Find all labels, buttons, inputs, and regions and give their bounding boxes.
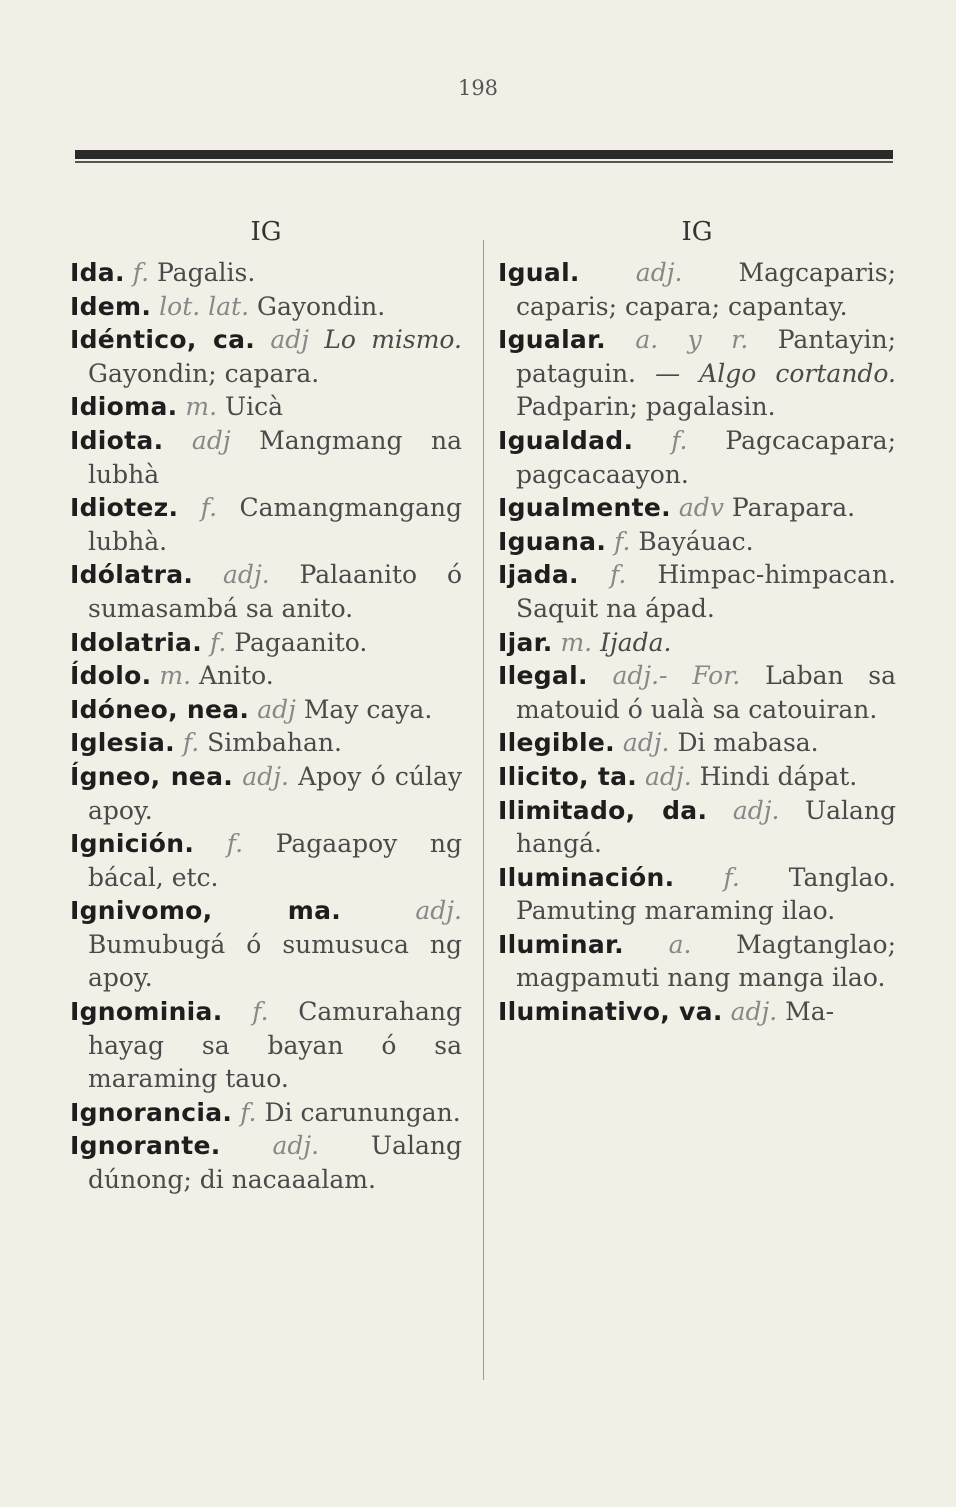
dictionary-entry: [498, 794, 896, 861]
entry-headword: Ijada.: [498, 560, 579, 590]
dictionary-entry: [498, 256, 896, 323]
dictionary-entry: [498, 659, 896, 726]
entry-headword: Ida.: [70, 258, 125, 287]
dictionary-entry: [498, 861, 896, 928]
entry-headword: Idioma.: [70, 392, 178, 422]
entry-definition: Ma-: [785, 997, 835, 1027]
entry-definition: Pagcacapara; pagcacaayon.: [516, 425, 896, 489]
entry-headword: Iluminación.: [498, 862, 675, 892]
column-divider: [483, 240, 484, 1380]
entry-definition: Himpac-himpacan. Saquit na ápad.: [516, 560, 896, 623]
entry-part-of-speech: a. y r.: [635, 325, 749, 355]
entry-part-of-speech: a.: [668, 929, 692, 959]
dictionary-entry: [498, 726, 896, 760]
entry-definition-continued: Padparin; pagalasin.: [516, 392, 776, 422]
entry-part-of-speech: f.: [723, 862, 740, 892]
dictionary-entry: [498, 558, 896, 625]
right-column: [498, 212, 896, 1029]
entry-part-of-speech: adj.: [622, 728, 670, 758]
entry-part-of-speech: adj: [191, 425, 231, 455]
entry-headword: Idolatria.: [70, 627, 203, 657]
entry-part-of-speech: lot. lat.: [159, 291, 250, 321]
entry-definition-italic: — Algo cortando.: [655, 358, 896, 388]
dictionary-entry: [70, 995, 462, 1096]
entry-headword: Igualmente.: [498, 493, 671, 523]
entry-definition: Magtanglao; magpamuti nang manga ilao.: [516, 929, 896, 993]
dictionary-entry: [70, 256, 462, 290]
entry-definition: Palaanito ó sumasambá sa anito.: [88, 560, 463, 623]
entry-part-of-speech: f.: [671, 425, 688, 455]
entry-headword: Idem.: [70, 291, 152, 321]
entry-headword: Ignominia.: [70, 997, 223, 1027]
entry-definition: May caya.: [303, 694, 433, 724]
entry-headword: Iluminar.: [498, 929, 624, 959]
entry-headword: Ijar.: [498, 627, 553, 657]
entry-part-of-speech: f.: [200, 493, 218, 523]
entry-headword: Ilimitado, da.: [498, 795, 708, 825]
entry-part-of-speech: f.: [132, 258, 150, 287]
entry-definition: Gayondin; capara.: [88, 358, 320, 388]
entry-part-of-speech: adj.- For.: [612, 661, 741, 691]
entry-part-of-speech: adj.: [242, 761, 289, 791]
dictionary-entry: [498, 995, 896, 1029]
entry-definition: Pagalis.: [156, 258, 256, 287]
entry-part-of-speech: f.: [252, 997, 269, 1027]
entry-headword: Ilicito, ta.: [498, 761, 638, 791]
entry-part-of-speech: f.: [609, 560, 627, 590]
dictionary-entry: [498, 760, 896, 794]
entry-part-of-speech: m.: [560, 627, 593, 657]
entry-part-of-speech: adj.: [730, 997, 778, 1027]
entry-part-of-speech: f.: [209, 627, 227, 657]
entry-definition: Parapara.: [731, 493, 856, 523]
dictionary-entry: [70, 726, 462, 760]
entry-part-of-speech: adj.: [223, 560, 270, 590]
entry-definition-italic: Ijada.: [600, 627, 672, 657]
entry-part-of-speech: adj.: [272, 1131, 320, 1161]
entry-part-of-speech: adj.: [635, 258, 683, 287]
entry-headword: Idólatra.: [70, 560, 194, 590]
dictionary-entry: [70, 1096, 462, 1130]
entry-definition: Gayondin.: [257, 291, 386, 321]
entry-definition: Apoy ó cúlay apoy.: [88, 761, 462, 825]
entry-headword: Ignorante.: [70, 1131, 221, 1161]
entry-definition-italic: Lo mismo.: [324, 325, 462, 355]
entry-definition: Mangmang na lubhà: [88, 425, 463, 489]
entry-part-of-speech: f.: [182, 728, 200, 758]
dictionary-entry: [70, 424, 462, 491]
entry-definition: Bayáuac.: [638, 526, 754, 556]
dictionary-entry: [498, 525, 896, 559]
entry-headword: Ignición.: [70, 829, 195, 859]
entry-part-of-speech: adj.: [645, 761, 692, 791]
entry-headword: Idiotez.: [70, 493, 179, 523]
entry-headword: Igual.: [498, 258, 580, 287]
dictionary-entry: [70, 693, 462, 727]
right-column-heading: IG: [681, 217, 713, 247]
dictionary-entry: [498, 491, 896, 525]
left-column-heading: IG: [250, 217, 282, 247]
right-entry-list: [498, 256, 896, 1029]
header-rule-thin: [75, 161, 893, 163]
entry-headword: Iluminativo, va.: [498, 997, 723, 1027]
entry-headword: Iglesia.: [70, 728, 175, 758]
dictionary-entry: [70, 1129, 462, 1196]
dictionary-entry: [70, 827, 462, 894]
entry-part-of-speech: m.: [159, 661, 192, 691]
entry-headword: Igualar.: [498, 325, 606, 355]
entry-definition: Pagaapoy ng bácal, etc.: [88, 829, 462, 892]
dictionary-entry: [70, 626, 462, 660]
entry-definition: Anito.: [198, 661, 274, 691]
entry-part-of-speech: f.: [614, 526, 631, 556]
entry-headword: Idéntico, ca.: [70, 325, 256, 355]
entry-definition: Camurahang hayag sa bayan ó sa maraming tauo.: [88, 997, 462, 1094]
dictionary-entry: [70, 323, 462, 390]
entry-headword: Ignorancia.: [70, 1097, 233, 1127]
dictionary-entry: [70, 760, 462, 827]
dictionary-entry: [70, 390, 462, 424]
entry-headword: Ilegible.: [498, 728, 615, 758]
entry-definition: Pagaanito.: [234, 627, 368, 657]
entry-part-of-speech: adv: [678, 493, 724, 523]
entry-definition: Magcaparis; caparis; capara; capantay.: [516, 258, 896, 321]
left-column: [70, 212, 462, 1197]
dictionary-entry: [70, 659, 462, 693]
entry-part-of-speech: m.: [185, 392, 218, 422]
dictionary-entry: [70, 491, 462, 558]
entry-definition: Ualang dúnong; di nacaaalam.: [88, 1131, 463, 1195]
entry-definition: Di mabasa.: [677, 728, 819, 758]
entry-definition: Camangmangang lubhà.: [88, 493, 462, 556]
entry-part-of-speech: adj: [270, 325, 310, 355]
entry-headword: Idóneo, nea.: [70, 694, 250, 724]
header-rule-thick: [75, 150, 893, 159]
entry-definition: Tanglao. Pamuting maraming ilao.: [516, 862, 896, 926]
entry-part-of-speech: adj.: [732, 795, 780, 825]
entry-definition: Laban sa matouid ó ualà sa catouiran.: [516, 661, 896, 724]
dictionary-entry: [498, 323, 896, 424]
dictionary-entry: [70, 558, 462, 625]
entry-headword: Iguana.: [498, 526, 607, 556]
entry-definition: Ualang hangá.: [516, 795, 896, 859]
left-entry-list: [70, 256, 462, 1197]
entry-headword: Igualdad.: [498, 425, 634, 455]
entry-definition: Hindi dápat.: [699, 761, 858, 791]
entry-definition: Uicà: [225, 392, 284, 422]
entry-definition: Simbahan.: [207, 728, 342, 758]
entry-part-of-speech: f.: [240, 1097, 257, 1127]
entry-definition: Bumubugá ó sumusuca ng apoy.: [88, 929, 462, 993]
dictionary-entry: [498, 424, 896, 491]
entry-headword: Ignivomo, ma.: [70, 896, 342, 926]
page-number: 198: [457, 76, 499, 100]
entry-definition: Pantayin; pataguin.: [516, 325, 897, 388]
entry-part-of-speech: adj.: [415, 896, 462, 926]
entry-headword: Ídolo.: [70, 661, 152, 691]
entry-headword: Ilegal.: [498, 661, 588, 691]
dictionary-entry: [498, 626, 896, 660]
dictionary-entry: [70, 894, 462, 995]
entry-part-of-speech: f.: [226, 829, 244, 859]
entry-headword: Idiota.: [70, 425, 164, 455]
dictionary-entry: [70, 290, 462, 324]
entry-definition: Di carunungan.: [264, 1097, 461, 1127]
entry-headword: Ígneo, nea.: [70, 761, 234, 791]
dictionary-entry: [498, 928, 896, 995]
entry-part-of-speech: adj: [257, 694, 296, 724]
